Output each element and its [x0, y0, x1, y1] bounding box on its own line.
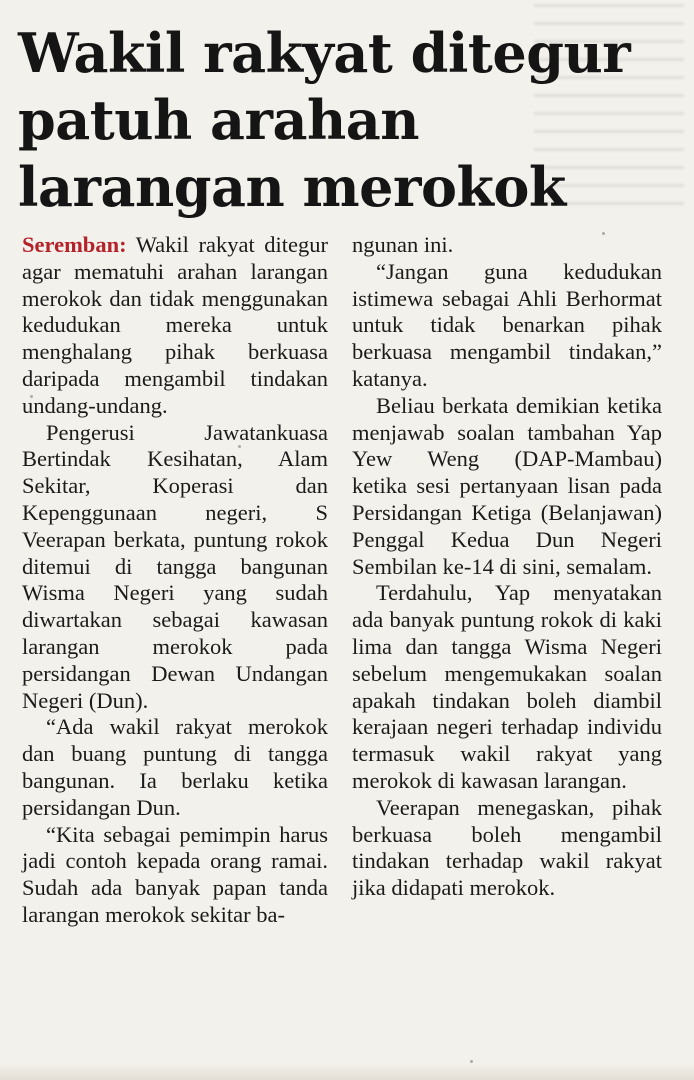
paper-edge	[0, 1064, 694, 1080]
article-column-right	[352, 232, 662, 902]
quote-paragraph: “Kita sebagai pemimpin harus jadi contoh kepada orang ramai. Sudah ada banyak papan tanda larangan merokok sekitar ba-	[22, 821, 328, 927]
dateline: Seremban:	[22, 232, 127, 257]
lead-paragraph	[22, 232, 328, 420]
body-paragraph: Veerapan menegaskan, pihak berkuasa boleh mengambil tindakan terhadap wakil rakyat jika didapati merokok.	[352, 794, 662, 901]
article-column-left	[22, 232, 328, 929]
continued-paragraph: ngunan ini.	[352, 232, 454, 257]
paper-speck	[30, 395, 33, 398]
headline-line-1: Wakil rakyat ditegur	[18, 21, 631, 85]
quote-paragraph: “Ada wakil rakyat merokok dan buang puntung di tangga bangunan. Ia berlaku ketika persidangan Dun.	[22, 714, 328, 820]
quote-paragraph: “Jangan guna kedudukan istimewa sebagai Ahli Berhormat untuk tidak benarkan pihak berkuasa mengambil tindakan,” katanya.	[352, 258, 662, 391]
lead-text: Wakil rakyat ditegur agar mematuhi arahan larangan merokok dan tidak menggunakan kedudukan mereka untuk menghalang pihak berkuasa daripada mengambil tindakan undang-undang.	[22, 232, 328, 418]
body-paragraph: Terdahulu, Yap menyatakan ada banyak puntung rokok di kaki lima dan tangga Wisma Negeri sebelum mengemukakan soalan apakah tindakan boleh diambil kerajaan negeri terhadap individu termasuk wakil rakyat yang merokok di kawasan larangan.	[352, 580, 662, 793]
headline-line-3: larangan merokok	[18, 155, 566, 219]
paper-speck	[238, 445, 241, 448]
paper-speck	[470, 1060, 473, 1063]
paper-speck	[602, 232, 605, 235]
headline-line-2: patuh arahan	[18, 88, 419, 152]
headline	[18, 20, 631, 221]
body-paragraph: Beliau berkata demikian ketika menjawab soalan tambahan Yap Yew Weng (DAP-Mambau) ketika sesi pertanyaan lisan pada Persidangan Ketiga (Belanjawan) Penggal Kedua Dun Negeri Sembilan ke-14 di sini, semalam.	[352, 392, 662, 579]
body-paragraph: Pengerusi Jawatankuasa Bertindak Kesihatan, Alam Sekitar, Koperasi dan Kepenggunaan negeri, S Veerapan berkata, puntung rokok ditemui di tangga bangunan Wisma Negeri yang sudah diwartakan sebagai kawasan larangan merokok pada persidangan Dewan Undangan Negeri (Dun).	[22, 419, 328, 713]
